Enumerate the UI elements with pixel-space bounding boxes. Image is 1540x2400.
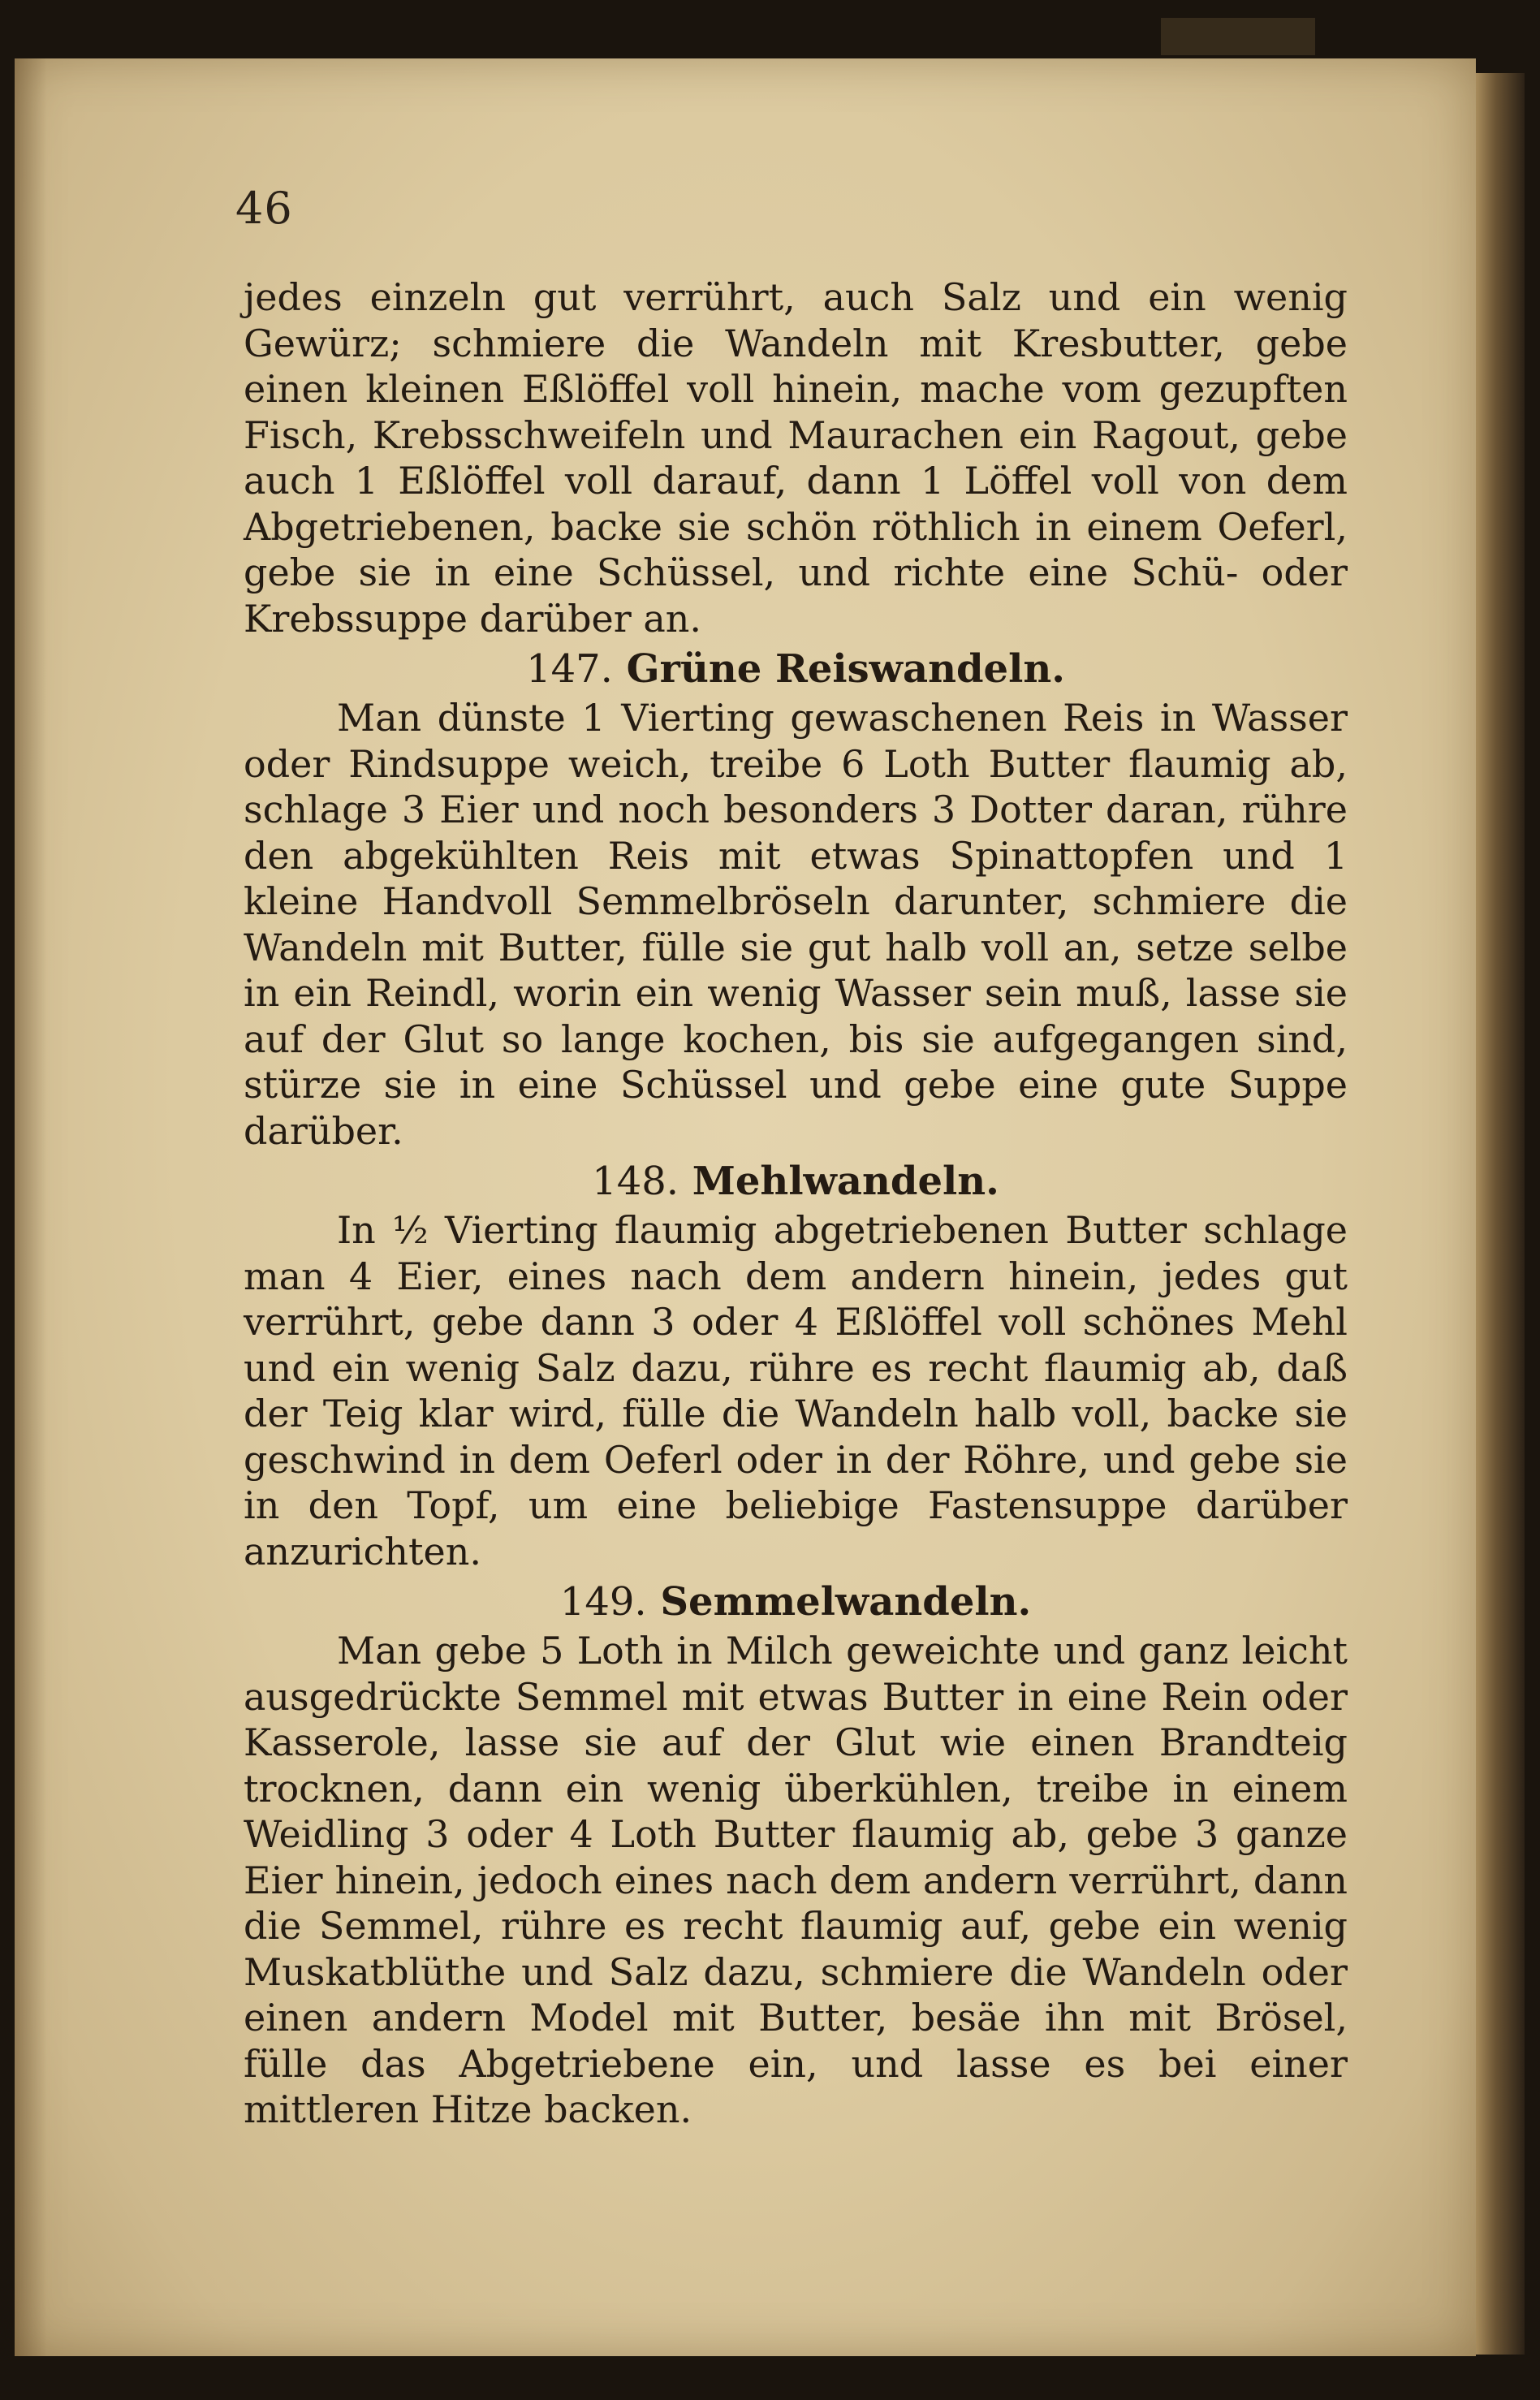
- shelf-label-fragment: [1161, 18, 1315, 55]
- recipe-text-149: Man gebe 5 Loth in Milch geweichte und ganz leicht ausgedrückte Semmel mit etwas Butter in eine Rein oder Kasserole, lasse sie auf der Glut wie einen Brandteig trocknen, dann ein wenig überkühlen, treibe in einem Weidling 3 oder 4 Loth Butter flaumig ab, gebe 3 ganze Eier hinein, jedoch eines nach dem andern verrührt, dann die Semmel, rühre es recht flaumig auf, gebe ein wenig Muskatblüthe und Salz dazu, schmiere die Wandeln oder einen andern Model mit Butter, besäe ihn mit Brösel, fülle das Abgetriebene ein, und lasse es bei einer mittleren Hitze backen.: [244, 1629, 1348, 2131]
- page-edge: [1476, 73, 1525, 2355]
- page-number: 46: [235, 183, 293, 234]
- recipe-text-147: Man dünste 1 Vierting gewaschenen Reis in Wasser oder Rindsuppe weich, treibe 6 Loth Butter flaumig ab, schlage 3 Eier und noch besonders 3 Dotter daran, rühre den abgekühlten Reis mit etwas Spinattopfen und 1 kleine Handvoll Semmelbröseln darunter, schmiere die Wandeln mit Butter, fülle sie gut halb voll an, setze selbe in ein Reindl, worin ein wenig Wasser sein muß, lasse sie auf der Glut so lange kochen, bis sie aufgegangen sind, stürze sie in eine Schüssel und gebe eine gute Suppe darüber.: [244, 696, 1348, 1153]
- recipe-number: 148.: [592, 1159, 679, 1204]
- page-gutter-shadow: [15, 58, 47, 2356]
- recipe-heading-147: [244, 645, 1348, 693]
- recipe-heading-148: [244, 1157, 1348, 1206]
- continuation-paragraph: jedes einzeln gut verrührt, auch Salz und ein wenig Gewürz; schmiere die Wandeln mit Kresbutter, gebe einen kleinen Eßlöffel voll hinein, mache vom gezupften Fisch, Krebsschweifeln und Maurachen ein Ragout, gebe auch 1 Eßlöffel voll darauf, dann 1 Löffel voll von dem Abgetriebenen, backe sie schön röthlich in einem Oeferl, gebe sie in eine Schüssel, und richte eine Schü- oder Krebssuppe darüber an.: [244, 275, 1348, 641]
- recipe-heading-149: [244, 1578, 1348, 1626]
- recipe-title: Semmelwandeln.: [660, 1579, 1032, 1625]
- page-text: [244, 274, 1348, 2133]
- recipe-number: 147.: [526, 646, 613, 692]
- recipe-text-148: In ½ Vierting flaumig abgetriebenen Butter schlage man 4 Eier, eines nach dem andern hinein, jedes gut verrührt, gebe dann 3 oder 4 Eßlöffel voll schönes Mehl und ein wenig Salz dazu, rühre es recht flaumig ab, daß der Teig klar wird, fülle die Wandeln halb voll, backe sie geschwind in dem Oeferl oder in der Röhre, und gebe sie in den Topf, um eine beliebige Fastensuppe darüber anzurichten.: [244, 1208, 1348, 1573]
- recipe-title: Grüne Reiswandeln.: [626, 646, 1065, 692]
- recipe-title: Mehlwandeln.: [692, 1159, 999, 1204]
- recipe-number: 149.: [559, 1579, 647, 1625]
